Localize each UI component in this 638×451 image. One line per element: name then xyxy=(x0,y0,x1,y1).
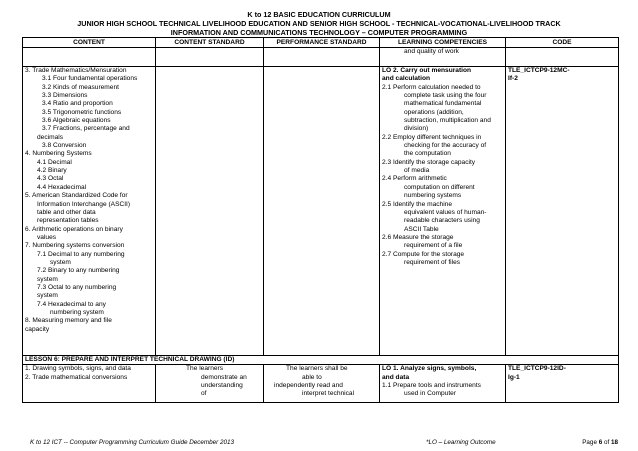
content-line: 7.2 Binary to any numbering xyxy=(37,267,120,275)
code-line: If-2 xyxy=(508,75,518,83)
performance-line: able to xyxy=(302,373,322,381)
header-learning-competencies: LEARNING COMPETENCIES xyxy=(380,38,506,48)
header-performance-standard: PERFORMANCE STANDARD xyxy=(264,38,380,48)
content-line: 3.2 Kinds of measurement xyxy=(42,83,119,91)
content-line: 4.2 Binary xyxy=(37,167,67,175)
content-line: 4.1 Decimal xyxy=(37,158,72,166)
content-line: 7.1 Decimal to any numbering xyxy=(37,250,125,258)
performance-standard-cell xyxy=(264,365,380,403)
competency-line: 2.4 Perform arithmetic xyxy=(382,175,447,183)
performance-line: independently read and xyxy=(274,382,343,390)
competency-line: 2.1 Perform calculation needed to xyxy=(382,83,481,91)
content-line: 3.8 Conversion xyxy=(42,142,87,150)
competency-line: and quality of work xyxy=(404,48,459,55)
content-standard-cell xyxy=(156,365,264,403)
competency-line: 1.1 Prepare tools and instruments xyxy=(382,382,481,390)
header-content-standard: CONTENT STANDARD xyxy=(156,38,264,48)
header-code: CODE xyxy=(506,38,619,48)
competency-line: division) xyxy=(404,125,429,133)
content-line: 3.4 Ratio and proportion xyxy=(42,100,113,108)
header-content: CONTENT xyxy=(23,38,156,48)
performance-line: The learners shall be xyxy=(286,365,348,373)
content-line: capacity xyxy=(25,325,50,333)
content-line: 5. American Standardized Code for xyxy=(25,192,128,200)
document-header xyxy=(0,10,638,37)
content-line: 3.1 Four fundamental operations xyxy=(42,75,138,83)
page-current: 6 xyxy=(598,439,603,446)
competency-line: checking for the accuracy of xyxy=(404,142,487,150)
content-line: representation tables xyxy=(37,217,99,225)
content-line: 4. Numbering Systems xyxy=(25,150,92,158)
content-line: 2. Trade mathematical conversions xyxy=(25,373,128,381)
content-line: values xyxy=(37,233,57,241)
table-row xyxy=(23,365,619,403)
competency-line: mathematical fundamental xyxy=(404,100,482,108)
competency-line: LO 1. Analyze signs, symbols, xyxy=(382,365,477,373)
content-line: 3.5 Trigonometric functions xyxy=(42,108,122,116)
content-line: Information Interchange (ASCII) xyxy=(37,200,131,208)
of-word: of xyxy=(602,439,611,446)
curriculum-table xyxy=(22,37,619,403)
competency-line: computation on different xyxy=(404,183,475,191)
content-line: decimals xyxy=(37,133,64,141)
competency-line: 2.2 Employ different techniques in xyxy=(382,133,482,141)
competency-line: 2.7 Compute for the storage xyxy=(382,250,465,258)
footer-guide-title: K to 12 ICT -- Computer Programming Curriculum Guide December 2013 xyxy=(30,439,235,446)
competencies-cell xyxy=(380,365,506,403)
standard-line: of xyxy=(201,390,207,398)
code-line: TLE_ICTCP9-12MC- xyxy=(508,67,570,74)
content-line: 4.4 Hexadecimal xyxy=(37,183,87,191)
content-line: 7.4 Hexadecimal to any xyxy=(37,300,106,308)
header-line-3: INFORMATION AND COMMUNICATIONS TECHNOLOGY – COMPUTER PROGRAMMING xyxy=(170,28,468,37)
competency-line: operations (addition, xyxy=(404,108,464,116)
competency-line: and data xyxy=(382,373,410,381)
page-word: Page xyxy=(582,439,599,446)
competency-line: ASCII Table xyxy=(404,225,439,233)
content-line: 3.6 Algebraic equations xyxy=(42,117,111,125)
code-cell xyxy=(506,67,619,356)
competency-line: equivalent values of human- xyxy=(404,208,487,216)
content-line: 8. Measuring memory and file xyxy=(25,317,112,325)
page-number xyxy=(582,439,618,446)
competency-line: LO 2. Carry out mensuration xyxy=(382,67,472,74)
standard-line: The learners xyxy=(186,365,224,373)
table-row xyxy=(23,67,619,356)
content-line: 4.3 Octal xyxy=(37,175,64,183)
content-cell xyxy=(23,365,156,403)
competency-line: of media xyxy=(404,167,430,175)
content-line: system xyxy=(37,292,58,300)
competency-line: requirement of files xyxy=(404,258,461,266)
page-total: 18 xyxy=(610,439,618,446)
table-row xyxy=(23,48,619,67)
content-line: 3. Trade Mathematics/Mensuration xyxy=(25,67,127,74)
performance-standard-cell xyxy=(264,67,380,356)
content-line: 6. Arithmetic operations on binary xyxy=(25,225,123,233)
standard-line: demonstrate an xyxy=(201,373,247,381)
competency-line: subtraction, multiplication and xyxy=(404,117,491,125)
competency-line: readable characters using xyxy=(404,217,480,225)
content-line: system xyxy=(37,275,58,283)
lesson-row xyxy=(23,356,619,365)
competency-line: complete task using the four xyxy=(404,92,487,100)
competencies-cell xyxy=(380,67,506,356)
content-line: 7.3 Octal to any numbering xyxy=(37,283,117,291)
competency-line: requirement of a file xyxy=(404,242,463,250)
header-line-2: JUNIOR HIGH SCHOOL TECHNICAL LIVELIHOOD EDUCATION AND SENIOR HIGH SCHOOL - TECHNICAL-VOCATIONAL-LIVELIHOOD TRACK xyxy=(77,19,561,28)
content-line: 3.3 Dimensions xyxy=(42,92,88,100)
table-header-row xyxy=(23,38,619,48)
competency-line: numbering systems xyxy=(404,192,462,200)
standard-line: understanding xyxy=(201,382,243,390)
footer-lo-note: *LO – Learning Outcome xyxy=(426,439,496,446)
content-line: 7. Numbering systems conversion xyxy=(25,242,125,250)
competency-line: used in Computer xyxy=(404,390,457,398)
code-cell xyxy=(506,365,619,403)
competency-line: 2.6 Measure the storage xyxy=(382,233,454,241)
competency-line: and calculation xyxy=(382,75,430,83)
content-line: table and other data xyxy=(37,208,96,216)
content-cell xyxy=(23,67,156,356)
content-line: numbering system xyxy=(50,308,104,316)
code-line: Ig-1 xyxy=(508,373,520,381)
header-line-1: K to 12 BASIC EDUCATION CURRICULUM xyxy=(247,10,391,19)
competency-line: 2.3 Identify the storage capacity xyxy=(382,158,476,166)
competency-line: 2.5 Identify the machine xyxy=(382,200,453,208)
performance-line: interpret technical xyxy=(302,390,355,398)
content-line: system xyxy=(50,258,71,266)
lesson-title: LESSON 6: PREPARE AND INTERPRET TECHNICAL DRAWING (ID) xyxy=(23,356,619,365)
competency-line: the computation xyxy=(404,150,451,158)
content-line: 1. Drawing symbols, signs, and data xyxy=(25,365,131,373)
content-line: 3.7 Fractions, percentage and xyxy=(42,125,130,133)
code-line: TLE_ICTCP9-12ID- xyxy=(508,365,566,373)
content-standard-cell xyxy=(156,67,264,356)
